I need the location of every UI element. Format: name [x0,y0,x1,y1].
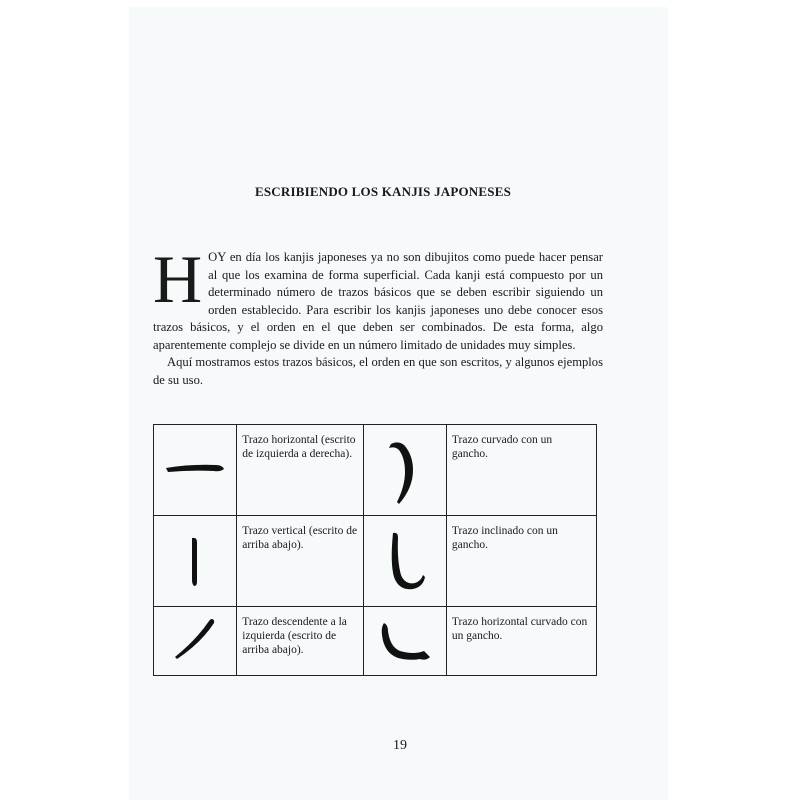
horizontal-curved-hook-stroke-icon [363,607,446,676]
horizontal-stroke-icon [154,425,237,516]
slanted-hook-stroke-icon [363,516,446,607]
stroke-description: Trazo inclinado con un gancho. [446,516,596,607]
table-row [154,516,597,607]
stroke-description: Trazo horizontal curvado con un gancho. [446,607,596,676]
table-row [154,425,597,516]
drop-cap: H [153,241,203,317]
page-number: 19 [393,738,407,753]
page-title: ESCRIBIENDO LOS KANJIS JAPONESES [255,184,511,199]
descending-left-stroke-icon [154,607,237,676]
intro-paragraph-2: Aquí mostramos estos trazos básicos, el orden en que son escritos, y algunos ejemplos de su uso. [153,355,603,387]
strokes-table [153,424,597,676]
stroke-description: Trazo curvado con un gancho. [446,425,596,516]
curved-hook-stroke-icon [363,425,446,516]
table-row [154,607,597,676]
stroke-description: Trazo descendente a la izquierda (escrito de arriba abajo). [237,607,363,676]
intro-text [153,241,603,389]
intro-paragraph-1: OY en día los kanjis japoneses ya no son dibujitos como puede hacer pensar al que los examina de forma superficial. Cada kanji está compuesto por un determinado número de trazos básicos que se deben escribir siguiendo un orden establecido. Para escribir los kanjis japoneses uno debe conocer esos trazos básicos, y el orden en el que deben ser combinados. De esta forma, algo aparentemente complejo se divide en un número limitado de unidades muy simples. [153,250,603,352]
book-page [130,8,667,800]
stroke-description: Trazo horizontal (escrito de izquierda a derecha). [237,425,363,516]
stroke-description: Trazo vertical (escrito de arriba abajo). [237,516,363,607]
vertical-stroke-icon [154,516,237,607]
